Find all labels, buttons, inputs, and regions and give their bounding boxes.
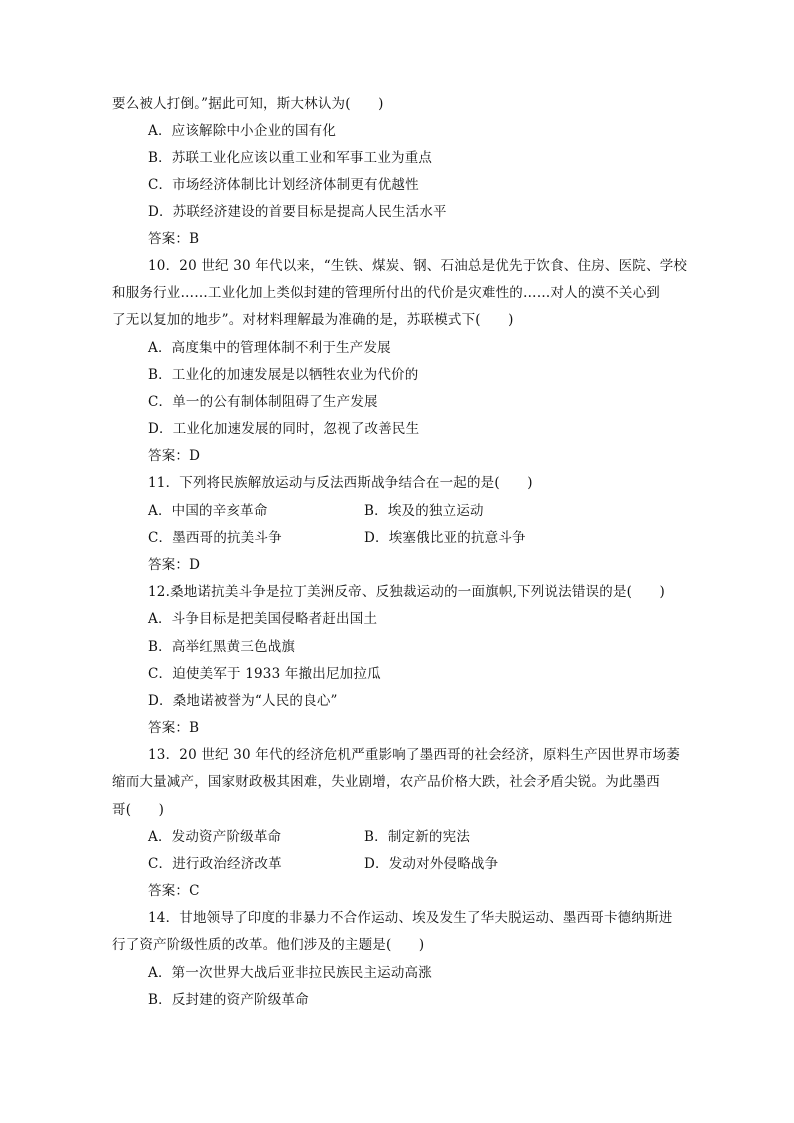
q14-stem-line-2: 行了资产阶级性质的改革。他们涉及的主题是( ) bbox=[112, 937, 425, 953]
q12-answer: 答案：B bbox=[148, 720, 200, 736]
q12-option-a: A．斗争目标是把美国侵略者赶出国土 bbox=[148, 611, 378, 627]
q9-option-b: B．苏联工业化应该以重工业和军事工业为重点 bbox=[148, 150, 433, 166]
q13-option-b: B．制定新的宪法 bbox=[364, 829, 471, 845]
q13-stem-line-3: 哥( ) bbox=[112, 802, 165, 818]
q10-option-d: D．工业化加速发展的同时，忽视了改善民生 bbox=[148, 421, 420, 437]
q12-option-d: D．桑地诺被誉为“人民的良心” bbox=[148, 693, 338, 709]
q12-stem: 12.桑地诺抗美斗争是拉丁美洲反帝、反独裁运动的一面旗帜,下列说法错误的是( ) bbox=[148, 584, 665, 600]
q12-option-c: C．迫使美军于 1933 年撤出尼加拉瓜 bbox=[148, 666, 381, 682]
q11-option-b: B．埃及的独立运动 bbox=[364, 503, 484, 519]
q13-answer: 答案：C bbox=[148, 883, 200, 899]
q9-stem-tail: 要么被人打倒。”据此可知，斯大林认为( ) bbox=[112, 96, 384, 112]
q13-stem-line-2: 缩而大量减产，国家财政极其困难，失业剧增，农产品价格大跌，社会矛盾尖锐。为此墨西 bbox=[112, 774, 660, 790]
q11-option-a: A．中国的辛亥革命 bbox=[148, 503, 268, 519]
q11-answer: 答案：D bbox=[148, 557, 201, 573]
q10-stem-line-3: 了无以复加的地步”。对材料理解最为准确的是，苏联模式下( ) bbox=[112, 312, 514, 328]
q9-answer: 答案：B bbox=[148, 231, 200, 247]
q10-option-b: B．工业化的加速发展是以牺牲农业为代价的 bbox=[148, 367, 419, 383]
q11-stem: 11．下列将民族解放运动与反法西斯战争结合在一起的是( ) bbox=[148, 475, 533, 491]
q9-option-c: C．市场经济体制比计划经济体制更有优越性 bbox=[148, 177, 419, 193]
q11-option-c: C．墨西哥的抗美斗争 bbox=[148, 530, 282, 546]
q9-option-a: A．应该解除中小企业的国有化 bbox=[148, 123, 337, 139]
q14-option-b: B．反封建的资产阶级革命 bbox=[148, 992, 309, 1008]
q13-option-c: C．进行政治经济改革 bbox=[148, 856, 282, 872]
q13-option-a: A．发动资产阶级革命 bbox=[148, 829, 282, 845]
q10-stem-line-2: 和服务行业……工业化加上类似封建的管理所付出的代价是灾难性的……对人的漠不关心到 bbox=[112, 285, 660, 301]
q10-stem-line-1: 10．20 世纪 30 年代以来，“生铁、煤炭、钢、石油总是优先于饮食、住房、医院、学校 bbox=[148, 258, 688, 274]
q14-option-a: A．第一次世界大战后亚非拉民族民主运动高涨 bbox=[148, 965, 432, 981]
q13-stem-line-1: 13．20 世纪 30 年代的经济危机严重影响了墨西哥的社会经济，原料生产因世界市场萎 bbox=[148, 747, 681, 763]
q13-option-d: D．发动对外侵略战争 bbox=[364, 856, 499, 872]
q10-answer: 答案：D bbox=[148, 448, 201, 464]
q11-option-d: D．埃塞俄比亚的抗意斗争 bbox=[364, 530, 526, 546]
q14-stem-line-1: 14．甘地领导了印度的非暴力不合作运动、埃及发生了华夫脱运动、墨西哥卡德纳斯进 bbox=[148, 910, 673, 926]
q12-option-b: B．高举红黑黄三色战旗 bbox=[148, 639, 296, 655]
q10-option-a: A．高度集中的管理体制不利于生产发展 bbox=[148, 340, 391, 356]
q9-option-d: D．苏联经济建设的首要目标是提高人民生活水平 bbox=[148, 204, 447, 220]
q10-option-c: C．单一的公有制体制阻碍了生产发展 bbox=[148, 394, 378, 410]
